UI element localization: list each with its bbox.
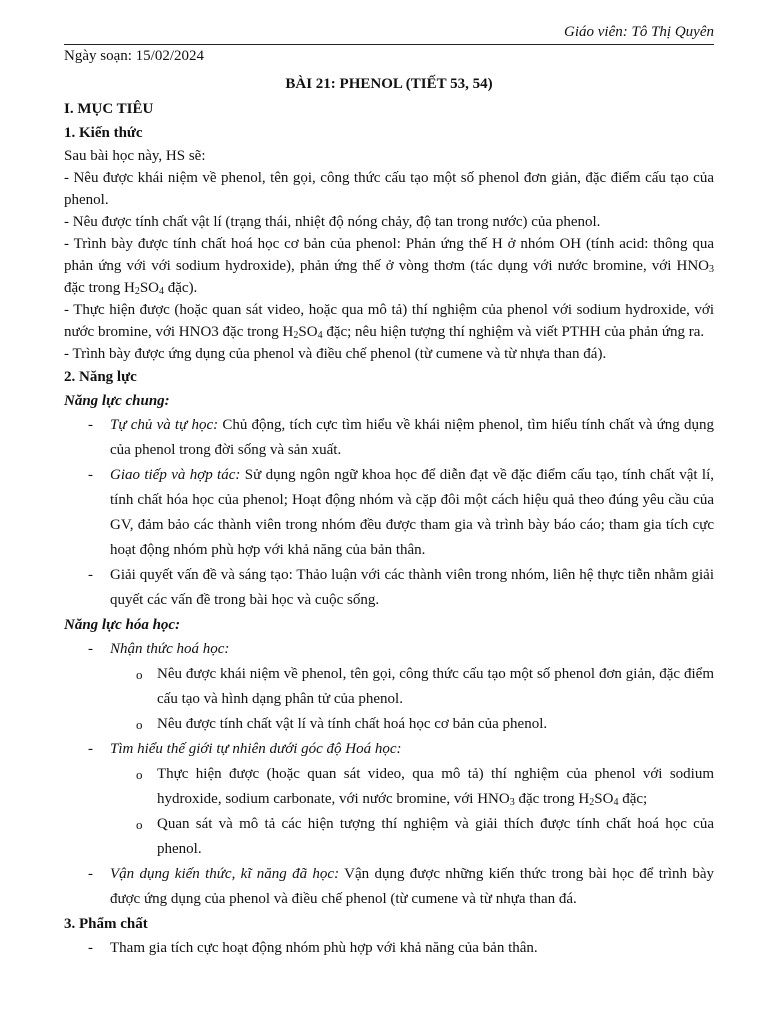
dash-bullet: - bbox=[88, 866, 93, 882]
general-competency-list bbox=[64, 413, 714, 613]
teacher-header: Giáo viên: Tô Thị Quyên bbox=[564, 24, 714, 40]
knowledge-item-5: - Trình bày được ứng dụng của phenol và điều chế phenol (từ cumene và từ nhựa than đá). bbox=[64, 346, 607, 362]
dash-bullet: - bbox=[88, 940, 93, 956]
sub-list bbox=[64, 762, 714, 862]
intro-text: Sau bài học này, HS sẽ: bbox=[64, 148, 206, 164]
circle-bullet: o bbox=[136, 667, 143, 682]
list-item: - Giải quyết vấn đề và sáng tạo: Thảo luận với các thành viên trong nhóm, liên hệ thực tiễn nhằm giải quyết các vấn đề trong bài học và cuộc sống. bbox=[64, 563, 714, 613]
list-item: - Tham gia tích cực hoạt động nhóm phù hợp với khả năng của bản thân. bbox=[64, 936, 714, 961]
knowledge-item-4: - Thực hiện được (hoặc quan sát video, hoặc qua mô tả) thí nghiệm của phenol với sodium hydroxide, với nước bromine, với HNO3 đặc trong $H_2SO_4$ đặc; nêu hiện tượng thí nghiệm và viết PTHH của phản ứng ra. bbox=[64, 302, 714, 341]
list-item: - Tìm hiểu thế giới tự nhiên dưới góc độ Hoá học: bbox=[64, 737, 714, 762]
general-competency-heading: Năng lực chung: bbox=[64, 393, 170, 409]
qualities-list bbox=[64, 936, 714, 961]
knowledge-item-2: - Nêu được tính chất vật lí (trạng thái, nhiệt độ nóng chảy, độ tan trong nước) của phenol. bbox=[64, 214, 601, 230]
subsection-qualities: 3. Phẩm chất bbox=[64, 916, 148, 932]
dash-bullet: - bbox=[88, 567, 93, 583]
lesson-title: BÀI 21: PHENOL (TIẾT 53, 54) bbox=[285, 76, 493, 92]
subsection-competencies: 2. Năng lực bbox=[64, 369, 137, 385]
knowledge-item-1: - Nêu được khái niệm về phenol, tên gọi, công thức cấu tạo một số phenol đơn giản, đặc điểm cấu tạo của phenol. bbox=[64, 170, 714, 208]
sub-list-item: o Quan sát và mô tả các hiện tượng thí nghiệm và giải thích được tính chất hoá học của phenol. bbox=[64, 812, 714, 862]
chemistry-competency-heading: Năng lực hóa học: bbox=[64, 617, 181, 633]
circle-bullet: o bbox=[136, 717, 143, 732]
dash-bullet: - bbox=[88, 741, 93, 757]
chemistry-competency-list bbox=[64, 637, 714, 662]
circle-bullet: o bbox=[136, 817, 143, 832]
list-item: - Vận dụng kiến thức, kĩ năng đã học: Vận dụng được những kiến thức trong bài học để trình bày được ứng dụng của phenol và điều chế phenol (từ cumene và từ nhựa than đá. bbox=[64, 862, 714, 912]
list-item: - Giao tiếp và hợp tác: Sử dụng ngôn ngữ khoa học để diễn đạt về đặc điểm cấu tạo, tính chất vật lí, tính chất hóa học của phenol; Hoạt động nhóm và cặp đôi một cách hiệu quả theo đúng yêu cầu của GV, đảm bảo các thành viên trong nhóm đều được tham gia và trình bày báo cáo; tham gia tích cực hoạt động nhóm phù hợp với khả năng của bản thân. bbox=[64, 463, 714, 563]
dash-bullet: - bbox=[88, 417, 93, 433]
section-objectives: I. MỤC TIÊU bbox=[64, 101, 154, 117]
sub-list-item: o Nêu được tính chất vật lí và tính chất hoá học cơ bản của phenol. bbox=[64, 712, 714, 737]
sub-list-item: o Nêu được khái niệm về phenol, tên gọi, công thức cấu tạo một số phenol đơn giản, đặc điểm cấu tạo và hình dạng phân tử của phenol. bbox=[64, 662, 714, 712]
subsection-knowledge: 1. Kiến thức bbox=[64, 125, 143, 141]
dash-bullet: - bbox=[88, 641, 93, 657]
sub-list bbox=[64, 662, 714, 737]
list-item: - Tự chủ và tự học: Chủ động, tích cực tìm hiểu về khái niệm phenol, tìm hiểu tính chất và ứng dụng của phenol trong đời sống và sản xuất. bbox=[64, 413, 714, 463]
prep-date: Ngày soạn: 15/02/2024 bbox=[64, 48, 204, 64]
sub-list-item: o Thực hiện được (hoặc quan sát video, qua mô tả) thí nghiệm của phenol với sodium hydroxide, sodium carbonate, với nước bromine, với $HNO_3$ đặc trong $H_2SO_4$ đặc; bbox=[64, 762, 714, 812]
list-item: - Nhận thức hoá học: bbox=[64, 637, 714, 662]
dash-bullet: - bbox=[88, 467, 93, 483]
knowledge-item-3: - Trình bày được tính chất hoá học cơ bản của phenol: Phản ứng thế H ở nhóm OH (tính acid: thông qua phản ứng với với sodium hydroxide), phản ứng thế ở vòng thơm (tác dụng với nước bromine, với $HNO_3$ đặc trong $H_2SO_4$ đặc). bbox=[64, 236, 714, 297]
document-page bbox=[64, 22, 714, 961]
circle-bullet: o bbox=[136, 767, 143, 782]
